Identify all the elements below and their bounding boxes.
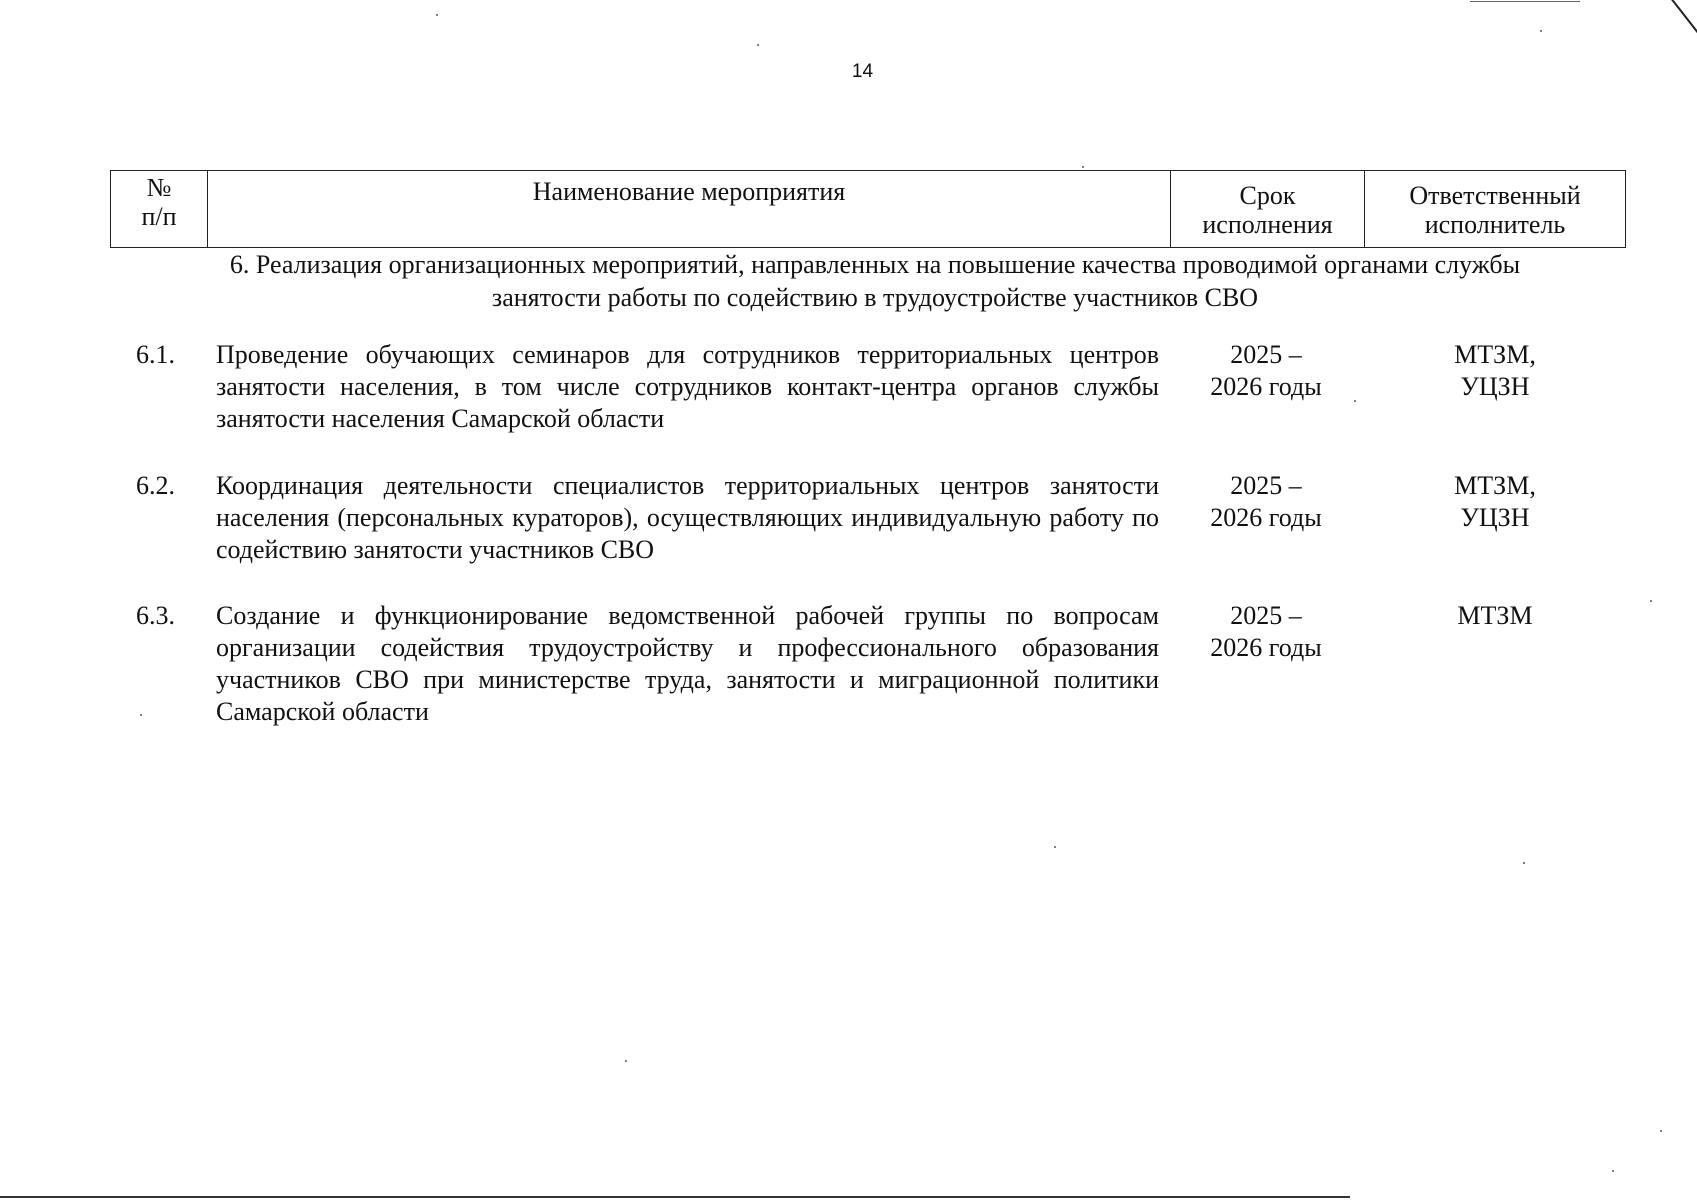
row-activity-text: Проведение обучающих семинаров для сотрудников территориальных центров занятости населения, в том числе сотрудников контакт-центра органов службы занятости населения Самарской области — [216, 340, 1159, 433]
row-activity-text: Координация деятельности специалистов территориальных центров занятости населения (персональных кураторов), осуществляющих индивидуальную работу по содействию занятости участников СВО — [216, 471, 1159, 564]
header-name-cell — [208, 171, 1171, 248]
scan-speck — [1612, 1170, 1614, 1172]
header-number-symbol: № — [146, 173, 172, 202]
row-number: 6.1. — [136, 340, 175, 369]
header-number-abbr: п/п — [141, 202, 177, 231]
row-executor-line-2: УЦЗН — [1460, 503, 1530, 532]
row-executor — [1390, 600, 1600, 632]
header-term-label-1: Срок — [1239, 181, 1296, 210]
header-term-label-2: исполнения — [1202, 210, 1333, 239]
header-executor-label-2: исполнитель — [1424, 210, 1566, 239]
row-term-line-2: 2026 годы — [1210, 633, 1322, 662]
row-term — [1180, 470, 1352, 534]
header-number-cell — [111, 171, 208, 248]
row-number: 6.3. — [136, 601, 175, 630]
row-executor — [1390, 470, 1600, 534]
section-title — [150, 248, 1600, 314]
row-term — [1180, 600, 1352, 664]
row-term-line-1: 2025 – — [1230, 340, 1302, 369]
scan-bottom-line — [0, 1196, 1350, 1198]
row-executor-line-1: МТЗМ — [1457, 601, 1533, 630]
scan-speck — [1054, 846, 1056, 848]
row-executor — [1390, 339, 1600, 403]
scan-speck — [625, 1060, 627, 1062]
scan-speck — [1660, 1130, 1662, 1132]
row-number: 6.2. — [136, 471, 175, 500]
scan-speck — [1082, 166, 1084, 168]
scan-speck — [1523, 862, 1525, 864]
scan-edge-line — [1470, 1, 1580, 2]
table-header — [110, 170, 1626, 248]
scan-speck — [140, 714, 142, 716]
row-executor-line-2: УЦЗН — [1460, 372, 1530, 401]
row-term — [1180, 339, 1352, 403]
scan-speck — [1354, 400, 1356, 402]
section-title-line-2: занятости работы по содействию в трудоустройстве участников СВО — [491, 283, 1259, 312]
scan-speck — [757, 44, 759, 46]
header-name-label: Наименование мероприятия — [532, 177, 846, 206]
scan-speck — [436, 14, 438, 16]
scan-speck — [1540, 30, 1542, 32]
header-term-cell — [1171, 171, 1365, 248]
row-activity-text: Создание и функционирование ведомственной рабочей группы по вопросам организации содействия трудоустройству и профессионального образования участников СВО при министерстве труда, занятости и миграционной политики Самарской области — [216, 601, 1159, 726]
row-term-line-2: 2026 годы — [1210, 503, 1322, 532]
scan-speck — [1650, 600, 1652, 602]
scan-corner-mark — [1668, 0, 1697, 42]
row-executor-line-1: МТЗМ, — [1454, 340, 1536, 369]
row-term-line-2: 2026 годы — [1210, 372, 1322, 401]
header-executor-cell — [1365, 171, 1626, 248]
row-term-line-1: 2025 – — [1230, 601, 1302, 630]
page-number: 14 — [851, 61, 874, 82]
row-executor-line-1: МТЗМ, — [1454, 471, 1536, 500]
row-term-line-1: 2025 – — [1230, 471, 1302, 500]
header-executor-label-1: Ответственный — [1409, 181, 1581, 210]
section-title-line-1: 6. Реализация организационных мероприятий, направленных на повышение качества проводимой органами службы — [229, 250, 1521, 279]
